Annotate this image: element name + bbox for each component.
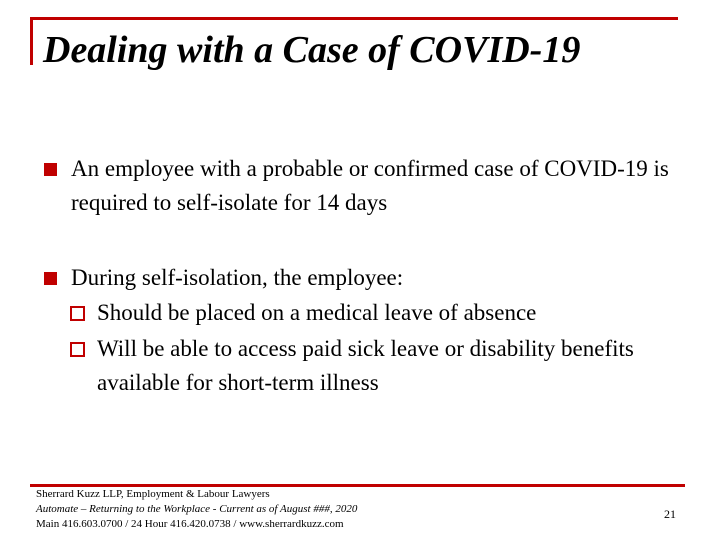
footer-contact: Main 416.603.0700 / 24 Hour 416.420.0738 / www.sherrardkuzz.com	[36, 518, 344, 530]
page-number: 21	[664, 507, 676, 521]
footer	[36, 487, 357, 532]
bullet-item	[44, 261, 684, 295]
hollow-square-bullet-icon	[70, 306, 85, 321]
sub-bullet-text: Should be placed on a medical leave of absence	[97, 300, 537, 325]
bullet-item	[44, 152, 684, 220]
footer-firm-name: Sherrard Kuzz LLP, Employment & Labour Lawyers	[36, 488, 270, 500]
square-bullet-icon	[44, 163, 57, 176]
sub-bullet-text: Will be able to access paid sick leave or disability benefits available for short-term illness	[97, 336, 634, 395]
bullet-text: An employee with a probable or confirmed case of COVID-19 is required to self-isolate for 14 days	[71, 156, 669, 215]
slide-title: Dealing with a Case of COVID-19	[43, 29, 581, 71]
sub-bullet-item	[70, 296, 660, 330]
footer-presentation-title: Automate – Returning to the Workplace - Current as of August ###, 2020	[36, 503, 358, 515]
hollow-square-bullet-icon	[70, 342, 85, 357]
bullet-text: During self-isolation, the employee:	[71, 265, 404, 290]
square-bullet-icon	[44, 272, 57, 285]
sub-bullet-item	[70, 332, 660, 400]
